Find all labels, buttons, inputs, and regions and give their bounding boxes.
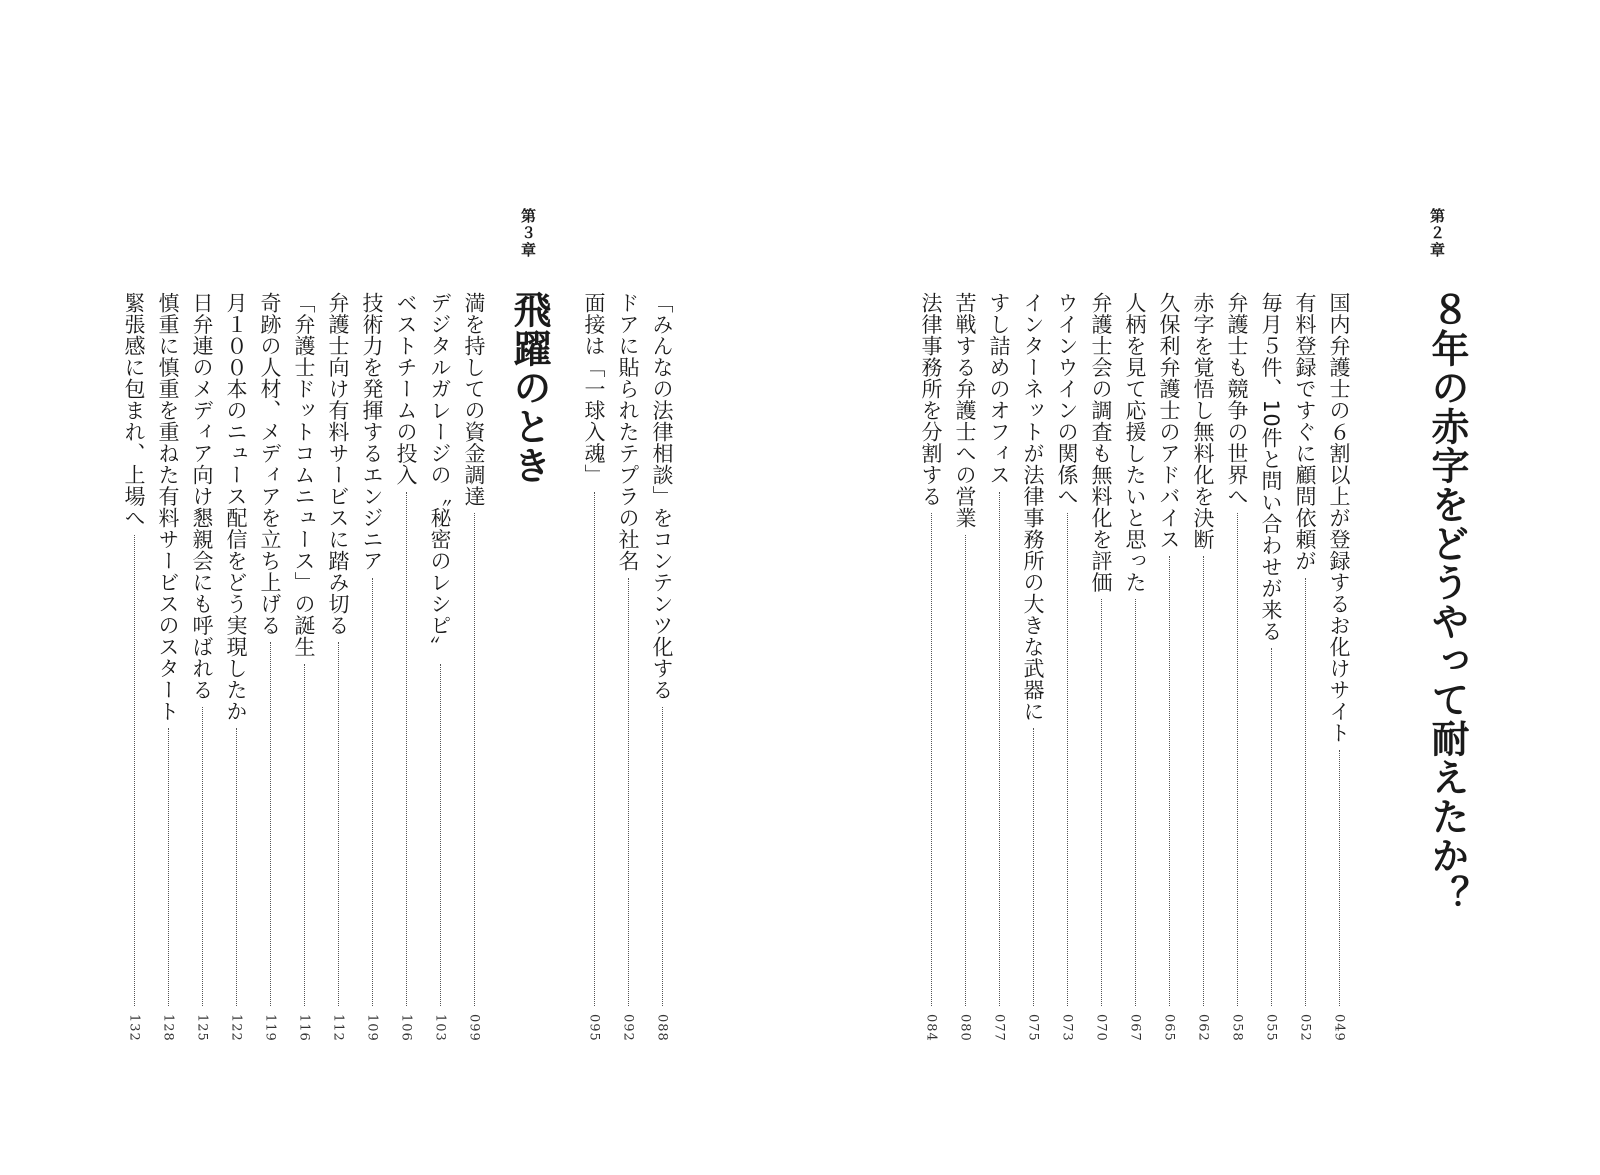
toc-page-number: 122 <box>228 1014 244 1042</box>
toc-page-number: 095 <box>586 1014 602 1042</box>
toc-entry[interactable] <box>948 292 982 1054</box>
toc-entry[interactable] <box>389 292 423 1054</box>
toc-page-number: 119 <box>262 1014 278 1042</box>
toc-page-number: 075 <box>1025 1014 1041 1042</box>
toc-entry[interactable] <box>982 292 1016 1054</box>
toc-entry-title: 毎月５件、10件と問い合わせが来る <box>1259 292 1283 643</box>
toc-entry-title: インターネットが法律事務所の大きな武器に <box>1021 292 1045 722</box>
toc-entry-title: 日弁連のメディア向け懇親会にも呼ばれる <box>190 292 214 701</box>
dotted-leader <box>440 664 441 1007</box>
dotted-leader <box>134 535 135 1007</box>
toc-entry-title: 人柄を見て応援したいと思った <box>1123 292 1147 593</box>
dotted-leader <box>406 492 407 1007</box>
dotted-leader <box>1169 556 1170 1006</box>
toc-page-number: 106 <box>398 1014 414 1042</box>
toc-entry[interactable] <box>611 292 645 1054</box>
chapter-3-label: 第３章 <box>519 208 537 259</box>
dotted-leader <box>1101 599 1102 1006</box>
toc-entry-title: 弁護士向け有料サービスに踏み切る <box>326 292 350 636</box>
toc-entry[interactable] <box>117 292 151 1054</box>
dotted-leader <box>1271 648 1272 1006</box>
toc-entry[interactable] <box>321 292 355 1054</box>
toc-entry-title: 緊張感に包まれ、上場へ <box>122 292 146 529</box>
toc-page-number: 073 <box>1059 1014 1075 1042</box>
toc-entry-title: 慎重に慎重を重ねた有料サービスのスタート <box>156 292 180 722</box>
toc-entry-title: ドアに貼られたテプラの社名 <box>616 292 640 572</box>
right-page <box>800 0 1600 1175</box>
toc-entry-title: 面接は「一球入魂」 <box>582 292 606 486</box>
toc-page-number: 077 <box>991 1014 1007 1042</box>
dotted-leader <box>168 728 169 1006</box>
toc-page-number: 049 <box>1331 1014 1347 1042</box>
toc-entry-title: 「みんなの法律相談」をコンテンツ化する <box>650 292 674 701</box>
dotted-leader <box>931 513 932 1006</box>
toc-entry[interactable] <box>151 292 185 1054</box>
dotted-leader <box>304 664 305 1007</box>
toc-entry[interactable] <box>287 292 321 1054</box>
toc-page-number: 058 <box>1229 1014 1245 1042</box>
toc-entry[interactable] <box>914 292 948 1054</box>
toc-page-number: 070 <box>1093 1014 1109 1042</box>
dotted-leader <box>662 707 663 1007</box>
toc-page-number: 109 <box>364 1014 380 1042</box>
toc-page-number: 052 <box>1297 1014 1313 1042</box>
dotted-leader <box>236 728 237 1006</box>
dotted-leader <box>1237 513 1238 1006</box>
toc-entry[interactable] <box>1254 292 1288 1054</box>
toc-entry-title: すし詰めのオフィス <box>987 292 1011 486</box>
dotted-leader <box>594 492 595 1007</box>
dotted-leader <box>372 578 373 1007</box>
toc-entry-title: 国内弁護士の６割以上が登録するお化けサイト <box>1327 292 1351 744</box>
toc-page-number: 128 <box>160 1014 176 1042</box>
toc-entry[interactable] <box>577 292 611 1054</box>
toc-page-number: 132 <box>126 1014 142 1042</box>
toc-page-number: 099 <box>466 1014 482 1042</box>
toc-entry[interactable] <box>1186 292 1220 1054</box>
toc-entry-title: 「弁護士ドットコムニュース」の誕生 <box>292 292 316 658</box>
chapter-2-title: ８年の赤字をどうやって耐えたか？ <box>1425 290 1469 914</box>
toc-entry[interactable] <box>645 292 679 1054</box>
dotted-leader <box>1067 513 1068 1006</box>
toc-entry-title: 法律事務所を分割する <box>919 292 943 507</box>
toc-entry[interactable] <box>253 292 287 1054</box>
toc-entry[interactable] <box>355 292 389 1054</box>
toc-entry[interactable] <box>1084 292 1118 1054</box>
toc-page-number: 112 <box>330 1014 346 1042</box>
toc-entry-title: 月１００本のニュース配信をどう実現したか <box>224 292 248 722</box>
dotted-leader <box>628 578 629 1007</box>
toc-entry-title: 満を持しての資金調達 <box>462 292 486 507</box>
toc-entry[interactable] <box>1118 292 1152 1054</box>
chapter-2-label: 第２章 <box>1428 208 1446 259</box>
toc-entry-title: 技術力を発揮するエンジニア <box>360 292 384 572</box>
chapter-3-title: 飛躍のとき <box>507 290 551 485</box>
toc-entry[interactable] <box>457 292 491 1054</box>
toc-page-number: 092 <box>620 1014 636 1042</box>
toc-page-number: 116 <box>296 1014 312 1042</box>
dotted-leader <box>1135 599 1136 1006</box>
dotted-leader <box>338 642 339 1006</box>
toc-page-number: 080 <box>957 1014 973 1042</box>
toc-page-number: 065 <box>1161 1014 1177 1042</box>
dotted-leader <box>965 535 966 1007</box>
toc-page-number: 062 <box>1195 1014 1211 1042</box>
dotted-leader <box>999 492 1000 1007</box>
toc-entry-title: 赤字を覚悟し無料化を決断 <box>1191 292 1215 550</box>
toc-entry-title: 有料登録ですぐに顧問依頼が <box>1293 292 1317 572</box>
toc-entry-title: 弁護士会の調査も無料化を評価 <box>1089 292 1113 593</box>
toc-entry-title: ベストチームの投入 <box>394 292 418 486</box>
dotted-leader <box>270 642 271 1006</box>
toc-entry[interactable] <box>219 292 253 1054</box>
toc-entry-title: 奇跡の人材、メディアを立ち上げる <box>258 292 282 636</box>
toc-page-number: 067 <box>1127 1014 1143 1042</box>
toc-entry[interactable] <box>1288 292 1322 1054</box>
dotted-leader <box>1203 556 1204 1006</box>
dotted-leader <box>474 513 475 1006</box>
toc-entry-title: デジタルガレージの〝秘密のレシピ〟 <box>428 292 452 658</box>
toc-entry[interactable] <box>1016 292 1050 1054</box>
toc-entry-title: ウインウインの関係へ <box>1055 292 1079 507</box>
toc-page-number: 103 <box>432 1014 448 1042</box>
toc-page-number: 055 <box>1263 1014 1279 1042</box>
toc-entry[interactable] <box>185 292 219 1054</box>
toc-entry[interactable] <box>423 292 457 1054</box>
dotted-leader <box>1339 750 1340 1007</box>
dotted-leader <box>1033 728 1034 1006</box>
toc-entry-title: 苦戦する弁護士への営業 <box>953 292 977 529</box>
toc-entry[interactable] <box>1050 292 1084 1054</box>
toc-entry[interactable] <box>1322 292 1356 1054</box>
toc-entry-title: 弁護士も競争の世界へ <box>1225 292 1249 507</box>
dotted-leader <box>202 707 203 1007</box>
toc-entry-title: 久保利弁護士のアドバイス <box>1157 292 1181 550</box>
toc-entry[interactable] <box>1220 292 1254 1054</box>
toc-entry[interactable] <box>1152 292 1186 1054</box>
toc-page-number: 084 <box>923 1014 939 1042</box>
toc-page-number: 125 <box>194 1014 210 1042</box>
dotted-leader <box>1305 578 1306 1007</box>
toc-page-number: 088 <box>654 1014 670 1042</box>
